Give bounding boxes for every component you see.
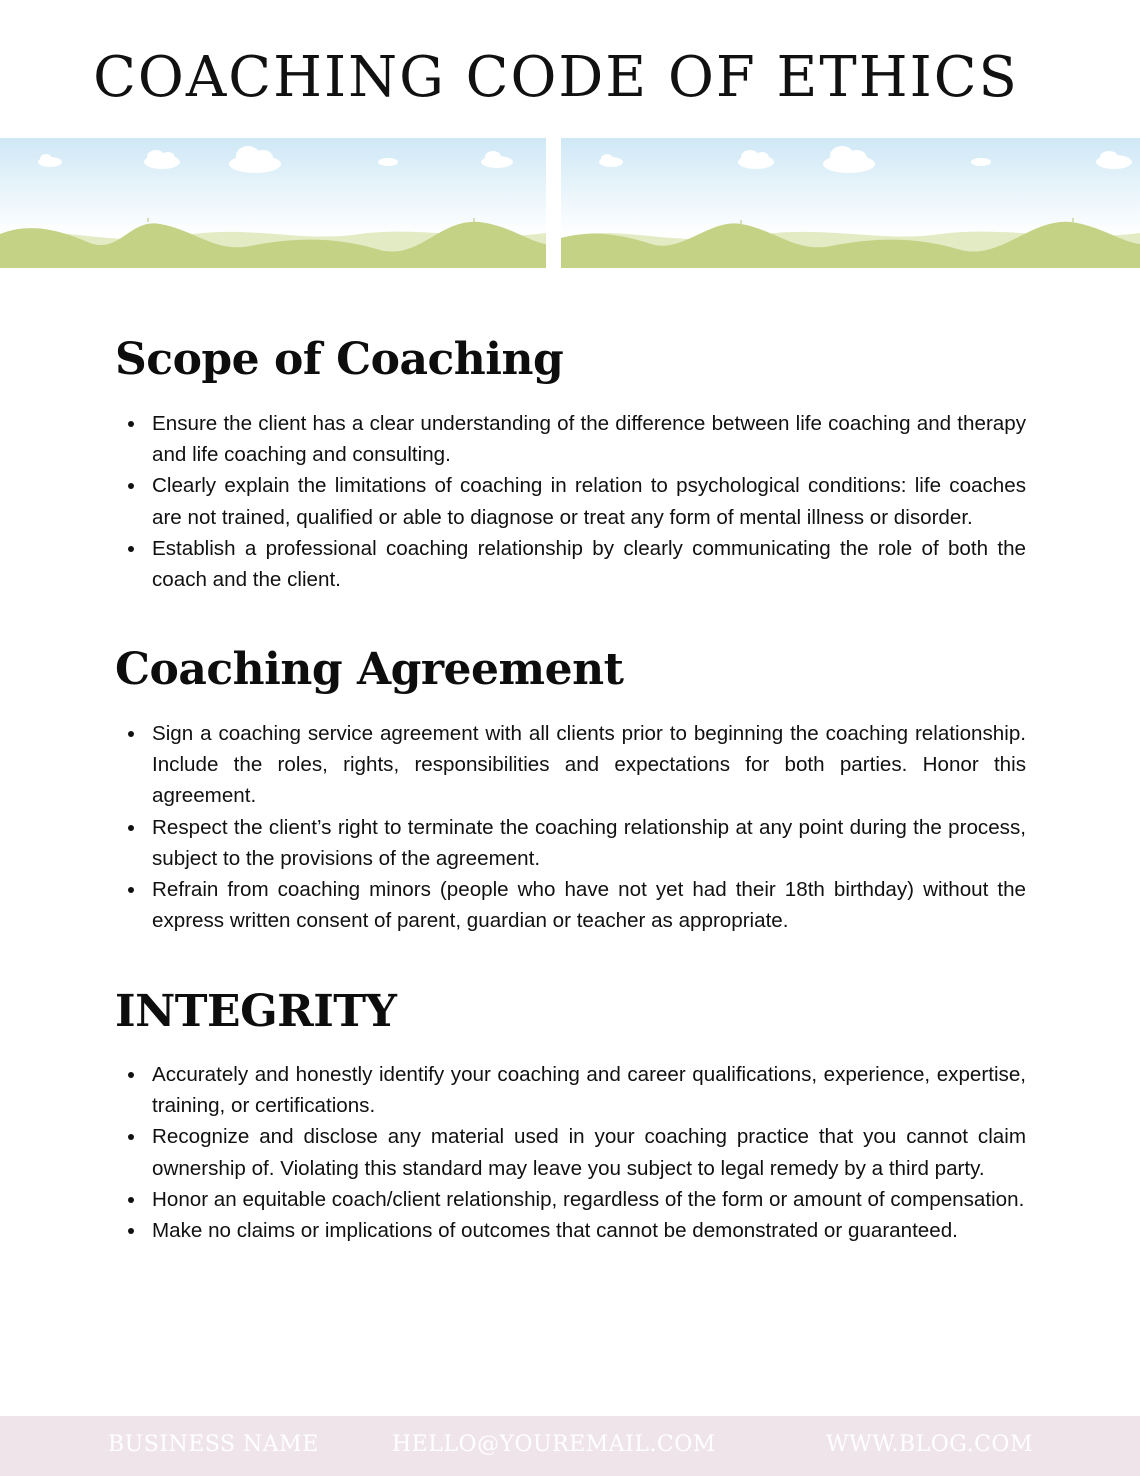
section-heading-scope: Scope of Coaching — [115, 334, 564, 385]
bullet-list-agreement — [115, 718, 1026, 936]
footer-website: WWW.BLOG.COM — [826, 1432, 1033, 1457]
page-title: COACHING CODE OF ETHICS — [93, 45, 1019, 110]
footer-band — [0, 1416, 1140, 1476]
landscape-banner-right — [561, 138, 1140, 268]
footer-business-name: BUSINESS NAME — [108, 1432, 319, 1457]
list-item: Clearly explain the limitations of coaching in relation to psychological conditions: life coaches are not trained, qualified or able to diagnose or treat any form of mental illness or disorder. — [152, 470, 1026, 532]
bullet-list-scope — [115, 408, 1026, 595]
list-item: Sign a coaching service agreement with all clients prior to beginning the coaching relationship. Include the roles, rights, responsibilities and expectations for both parties. Honor this agreement. — [152, 718, 1026, 812]
landscape-banner-left — [0, 138, 546, 268]
section-heading-agreement: Coaching Agreement — [115, 644, 624, 695]
list-item: Accurately and honestly identify your coaching and career qualifications, experience, expertise, training, or certifications. — [152, 1059, 1026, 1121]
footer-email: HELLO@YOUREMAIL.COM — [392, 1432, 716, 1457]
list-item: Recognize and disclose any material used in your coaching practice that you cannot claim ownership of. Violating this standard may leave you subject to legal remedy by a third party. — [152, 1121, 1026, 1183]
list-item: Respect the client’s right to terminate the coaching relationship at any point during the process, subject to the provisions of the agreement. — [152, 812, 1026, 874]
list-item: Ensure the client has a clear understanding of the difference between life coaching and therapy and life coaching and consulting. — [152, 408, 1026, 470]
list-item: Honor an equitable coach/client relationship, regardless of the form or amount of compensation. — [152, 1184, 1026, 1215]
list-item: Refrain from coaching minors (people who have not yet had their 18th birthday) without the express written consent of parent, guardian or teacher as appropriate. — [152, 874, 1026, 936]
section-heading-integrity: INTEGRITY — [115, 986, 397, 1037]
list-item: Establish a professional coaching relationship by clearly communicating the role of both the coach and the client. — [152, 533, 1026, 595]
bullet-list-integrity — [115, 1059, 1026, 1246]
list-item: Make no claims or implications of outcomes that cannot be demonstrated or guaranteed. — [152, 1215, 1026, 1246]
